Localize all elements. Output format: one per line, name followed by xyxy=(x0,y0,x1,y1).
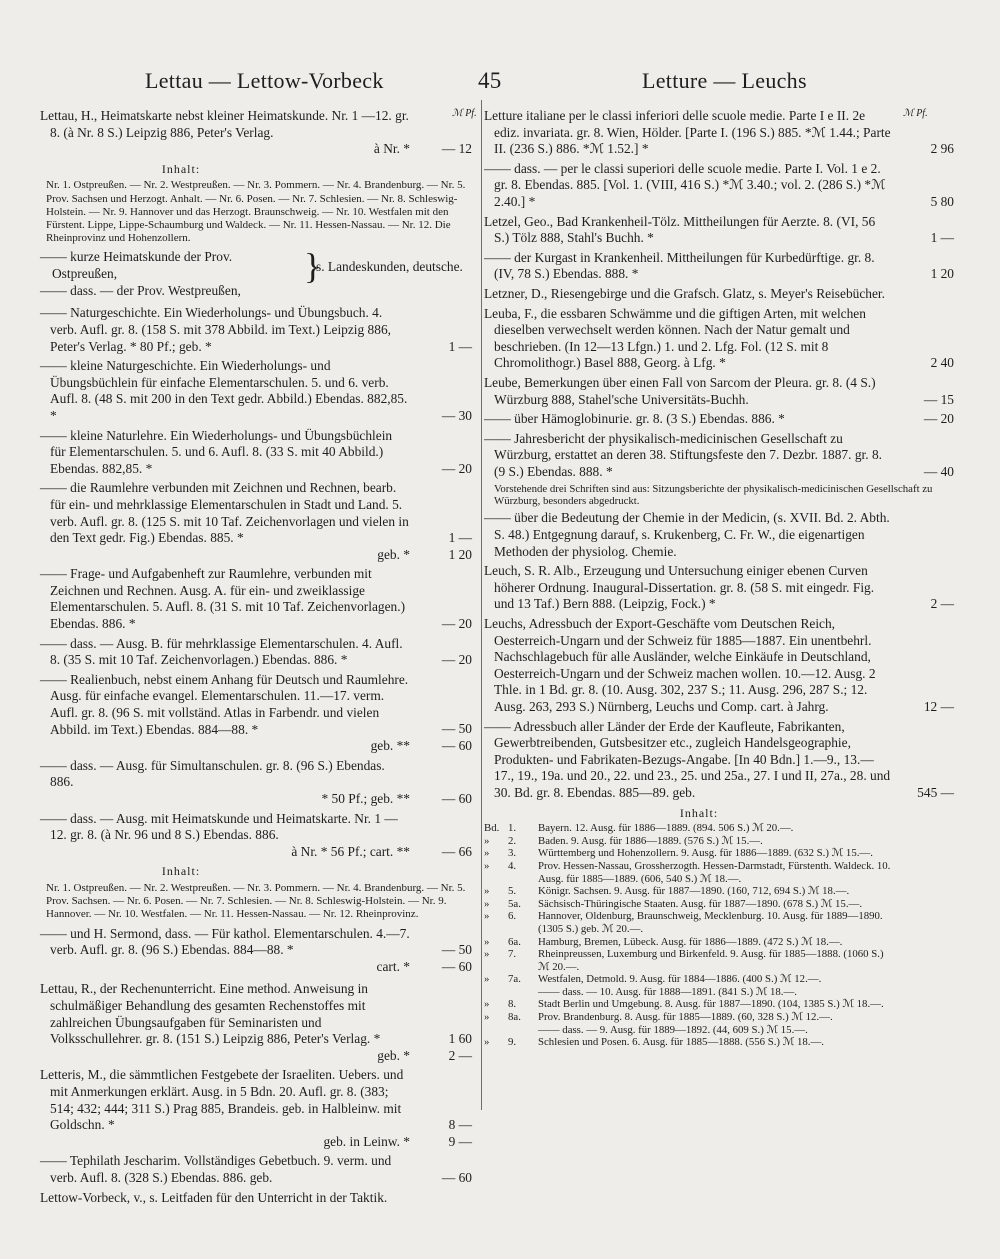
entry-naturgeschichte xyxy=(40,305,472,355)
volume-marker: » xyxy=(484,897,490,910)
entry-letzel-kurgast xyxy=(484,250,954,283)
contents-row xyxy=(484,898,954,911)
entry-price: — 60 xyxy=(441,738,472,754)
contents-row xyxy=(484,973,954,986)
entry-text: Letteris, M., die sämmtlichen Festgebete der Israeliten. Uebers. und mit Anmerkungen erklärt. Ausg. in 5 Bdn. 20. Aufl. gr. 8. (383; 514; 432; 444; 311 S.) Prag 885, Brandeis. geb. in Halbleinw. mit Goldschn. * xyxy=(40,1067,404,1133)
volume-marker: » xyxy=(484,973,490,986)
volume-number: 1. xyxy=(508,822,517,835)
contents-list: Nr. 1. Ostpreußen. — Nr. 2. Westpreußen. — Nr. 3. Pommern. — Nr. 4. Brandenburg. — Nr. 5. Prov. Sachsen. — Nr. 6. Posen. — Nr. 7. Schlesien. — Nr. 8. Schleswig-Holstein. — Nr. 9. Hannover. — Nr. 10. Westfalen. — Nr. 11. Hessen-Nassau. — Nr. 12. Rheinprovinz. xyxy=(46,881,466,921)
volume-description: Westfalen, Detmold. 9. Ausg. für 1884—1886. (400 S.) ℳ 12.—. xyxy=(538,973,822,986)
entry-text: —— und H. Sermond, dass. — Für kathol. Elementarschulen. 4.—7. verb. Aufl. gr. 8. (96 S.) Ebendas. 884—88. * xyxy=(40,925,410,958)
entry-rechenunterricht xyxy=(40,981,472,1064)
entry-leuch xyxy=(484,563,954,613)
entry-note: Vorstehende drei Schriften sind aus: Sitzungsberichte der physikalisch-medicinischen Gesellschaft zu Würzburg, besonders abgedruckt. xyxy=(494,483,933,508)
entry-text: Lettow-Vorbeck, v., s. Leitfaden für den Unterricht in der Taktik. xyxy=(40,1189,388,1205)
entry-price: 2 40 xyxy=(930,355,954,371)
volume-number xyxy=(508,1024,538,1037)
entry-leube-sarcom xyxy=(484,375,954,408)
volume-number: 6. xyxy=(508,910,517,923)
entry-lettau-heimatskarte xyxy=(40,108,472,158)
entry-price: — 20 xyxy=(441,652,472,668)
entry-frage-aufgabenheft xyxy=(40,566,472,632)
volume-description: Baden. 9. Ausg. für 1886—1889. (576 S.) ℳ 15.—. xyxy=(538,834,763,847)
volume-number xyxy=(508,986,538,999)
contents-row xyxy=(484,936,954,949)
contents-row xyxy=(484,822,954,835)
contents-table xyxy=(484,822,954,1049)
entry-binding: cart. * xyxy=(376,958,410,974)
cross-reference: s. Landeskunden, deutsche. xyxy=(316,259,463,275)
entry-text: Lettau, H., Heimatskarte nebst kleiner Heimatskunde. Nr. 1 —12. gr. 8. (à Nr. 8 S.) Leipzig 886, Peter's Verlag. xyxy=(40,108,409,140)
entry-text: Letture italiane per le classi inferiori delle scuole medie. Parte I e II. 2e ediz. invariata. gr. 8. Wien, Hölder. [Parte I. (196 S.) 885. *ℳ 1.44.; Parte II. (236 S.) 886. *ℳ 1.52.] * xyxy=(484,108,891,157)
entry-binding: geb. * xyxy=(377,1047,410,1063)
contents-row xyxy=(484,998,954,1011)
entry-price: — 60 xyxy=(441,791,472,807)
contents-row xyxy=(484,885,954,898)
entry-text: —— dass. — Ausg. für Simultanschulen. gr. 8. (96 S.) Ebendas. 886. xyxy=(40,757,385,790)
contents-row xyxy=(484,1036,954,1049)
contents-heading: Inhalt: xyxy=(679,805,719,820)
entry-price: 1 20 xyxy=(448,546,472,562)
price-unit-right: ℳ Pf. xyxy=(903,108,928,119)
entry-heimatskunde-group xyxy=(40,246,472,301)
volume-marker: » xyxy=(484,847,490,860)
entry-price: — 20 xyxy=(923,411,954,427)
entry-realienbuch xyxy=(40,672,472,755)
volume-marker: » xyxy=(484,935,490,948)
entry-letzner xyxy=(484,286,954,303)
entry-price: — 50 xyxy=(441,941,472,957)
volume-description: Stadt Berlin und Umgebung. 8. Ausg. für 1887—1890. (104, 1385 S.) ℳ 18.—. xyxy=(538,998,884,1011)
entry-heimatskarte-ausg xyxy=(40,811,472,861)
column-divider xyxy=(481,100,482,1110)
entry-price: 1 20 xyxy=(930,266,954,282)
volume-marker: » xyxy=(484,998,490,1011)
entry-text: Letzner, D., Riesengebirge und die Grafsch. Glatz, s. Meyer's Reisebücher. xyxy=(484,285,885,301)
volume-number: 7a. xyxy=(508,973,521,986)
entry-text: —— dass. — Ausg. B. für mehrklassige Elementarschulen. 4. Aufl. 8. (35 S. mit 10 Taf. Zeichenvorlagen.) Ebendas. 886. * xyxy=(40,635,403,668)
contents-row xyxy=(484,948,954,973)
contents-row xyxy=(484,1024,954,1037)
entry-price: 1 — xyxy=(448,529,472,545)
entry-price: 12 — xyxy=(923,699,954,714)
entry-letteris xyxy=(40,1067,472,1150)
entry-text: —— Frage- und Aufgabenheft zur Raumlehre, verbunden mit Zeichnen und Rechnen. Ausg. A. für ein- und zweiklassige Elementarschulen. 5. Aufl. 8. (31 S. mit 10 Taf. Zeichenvorlagen.) Ebendas. 886. * xyxy=(40,566,406,632)
volume-description: Schlesien und Posen. 6. Ausg. für 1885—1888. (556 S.) ℳ 18.—. xyxy=(538,1036,824,1049)
volume-number: 3. xyxy=(508,847,517,860)
volume-marker: » xyxy=(484,1011,490,1024)
entry-text: —— kleine Naturgeschichte. Ein Wiederholungs- und Übungsbüchlein für einfache Elementarschulen. 5. und 6. verb. Aufl. 8. (48 S. mit 200 in den Text gedr. Abbild.) Ebendas. 882,85. * xyxy=(40,358,408,423)
volume-description: Sächsisch-Thüringische Staaten. Ausg. für 1887—1890. (678 S.) ℳ 15.—. xyxy=(538,897,863,910)
entry-text: —— kleine Naturlehre. Ein Wiederholungs- und Übungsbüchlein für Elementarschulen. 5. und 6. Aufl. 8. (33 S. mit 40 Abbild.) Ebendas. 882,85. * xyxy=(40,427,393,476)
volume-marker: » xyxy=(484,834,490,847)
volume-description: —— dass. — 9. Ausg. für 1889—1892. (44, 609 S.) ℳ 15.—. xyxy=(538,1023,808,1036)
entry-text: —— über Hämoglobinurie. gr. 8. (3 S.) Ebendas. 886. * xyxy=(484,411,785,427)
entry-binding: geb. in Leinw. * xyxy=(323,1133,410,1149)
entry-text: Leuch, S. R. Alb., Erzeugung und Untersuchung einiger ebenen Curven höherer Ordnung. Inaugural-Dissertation. gr. 8. (58 S. mit eingedr. Fig. und 13 Taf.) Bern 888. (Leipzig, Fock.) * xyxy=(484,563,875,612)
entry-text: —— der Kurgast in Krankenheil. Mittheilungen für Kurbedürftige. gr. 8. (IV, 78 S.) Ebendas. 888. * xyxy=(484,249,875,282)
price-unit-left: ℳ Pf. xyxy=(452,108,477,119)
entry-price-label: à Nr. * xyxy=(373,141,410,157)
contents-row xyxy=(484,910,954,935)
entry-price: — 50 xyxy=(441,721,472,737)
entry-ausg-b xyxy=(40,636,472,669)
entry-price: 545 — xyxy=(917,784,954,800)
entry-price: 5 80 xyxy=(930,193,954,209)
volume-marker: » xyxy=(484,885,490,898)
entry-text: —— Realienbuch, nebst einem Anhang für Deutsch und Raumlehre. Ausg. für einfache evangel. Elementarschulen. 11.—17. verm. Aufl. gr. 8. (96 S. mit vollständ. Atlas in Farbendr. und vielen Abbild. im Text.) Ebendas. 884—88. * xyxy=(40,671,409,737)
entry-text: —— Naturgeschichte. Ein Wiederholungs- und Übungsbuch. 4. verb. Aufl. gr. 8. (158 S. mit 378 Abbild. im Text.) Leipzig 886, Peter's Verlag. * 80 Pf.; geb. * xyxy=(40,305,391,354)
entry-price: 8 — xyxy=(448,1116,472,1132)
entry-price: 2 — xyxy=(930,596,954,612)
entry-lettow-vorbeck xyxy=(40,1190,472,1207)
entry-kleine-naturlehre xyxy=(40,428,472,478)
entry-price: — 66 xyxy=(441,843,472,859)
right-column xyxy=(484,108,954,1049)
volume-description: Bayern. 12. Ausg. für 1886—1889. (894. 506 S.) ℳ 20.—. xyxy=(538,822,794,835)
entry-price: 9 — xyxy=(448,1133,472,1149)
volume-marker: » xyxy=(484,1036,490,1049)
volume-description: —— dass. — 10. Ausg. für 1888—1891. (841 S.) ℳ 18.—. xyxy=(538,985,797,998)
entry-text: —— die Raumlehre verbunden mit Zeichnen und Rechnen, bearb. für ein- und mehrklassige Elementarschulen in Stadt und Land. 5. verb. Aufl. gr. 8. (125 S. mit 10 Taf. Zeichenvorlagen und vielen in den Text gedr. Fig.) Ebendas. 885. * xyxy=(40,480,409,546)
volume-number: 6a. xyxy=(508,935,521,948)
entry-text: —— dass. — per le classi superiori delle scuole medie. Parte I. Vol. 1 e 2. gr. 8. Ebendas. 885. [Vol. 1. (VIII, 416 S.) *ℳ 3.40.; vol. 2. (286 S.) *ℳ 2.40.] * xyxy=(484,160,886,209)
entry-sermond xyxy=(40,926,472,976)
entry-price: 1 60 xyxy=(448,1030,472,1046)
entry-price-label: à Nr. * 56 Pf.; cart. ** xyxy=(291,843,410,859)
contents-row xyxy=(484,986,954,999)
entry-text: Leube, Bemerkungen über einen Fall von Sarcom der Pleura. gr. 8. (4 S.) Würzburg 888, Stahel'sche Universitäts-Buchh. xyxy=(484,374,876,407)
left-column xyxy=(40,108,472,1209)
contents-row xyxy=(484,835,954,848)
curly-brace-icon: } xyxy=(304,246,322,287)
volume-marker: » xyxy=(484,948,490,961)
entry-text: Leuba, F., die essbaren Schwämme und die giftigen Arten, mit welchen dieselben verwechselt werden können. Nach der Natur gemalt und beschrieben. (In 12—13 Lfgn.) 1. und 2. Lfg. Fol. (12 S. mit 8 Chromolithogr.) Basel 888, Georg. à Lfg. * xyxy=(484,305,866,371)
entry-line: —— kurze Heimatskunde der Prov. xyxy=(40,249,233,265)
contents-heading: Inhalt: xyxy=(161,864,201,879)
entry-line: —— dass. — der Prov. Westpreußen, xyxy=(40,282,241,298)
volume-number: 8. xyxy=(508,998,517,1011)
entry-price: — 60 xyxy=(441,958,472,974)
volume-description: Prov. Hessen-Nassau, Grossherzogth. Hessen-Darmstadt, Fürstenth. Waldeck. 10. Ausg. für 1885—1889. (606, 540 S.) ℳ 18.—. xyxy=(538,859,891,885)
entry-price: 2 96 xyxy=(930,141,954,157)
entry-price: 2 — xyxy=(448,1047,472,1063)
entry-price: — 30 xyxy=(441,407,472,423)
entry-line: Ostpreußen, xyxy=(52,265,118,281)
volume-number: 8a. xyxy=(508,1011,521,1024)
volume-description: Prov. Brandenburg. 8. Ausg. für 1885—1889. (60, 328 S.) ℳ 12.—. xyxy=(538,1011,833,1024)
entry-kleine-naturgeschichte xyxy=(40,358,472,424)
entry-letzel-toelz xyxy=(484,214,954,247)
volume-description: Hamburg, Bremen, Lübeck. Ausg. für 1886—1889. (472 S.) ℳ 18.—. xyxy=(538,935,843,948)
entry-leuchs-export xyxy=(484,616,954,716)
page-number: 45 xyxy=(478,68,502,93)
entry-text: Leuchs, Adressbuch der Export-Geschäfte vom Deutschen Reich, Oesterreich-Ungarn und der Schweiz für 1885—1887. Ein unentbehrl. Nachschlagebuch für alle Ausländer, welche Einkäufe in Deutschland, Oesterreich-Ungarn und der Schweiz machen wollen. 10.—12. Ausg. 2 Thle. in 1 Bd. gr. 8. (10. Ausg. 302, 237 S.; 11. Ausg. 296, 287 S.; 12. Ausg. 263, 293 S.) Nürnberg, Leuchs und Comp. cart. à Jahrg. xyxy=(484,616,876,714)
volume-marker xyxy=(484,986,508,999)
entry-price: 1 — xyxy=(930,230,954,246)
entry-letture-superiori xyxy=(484,161,954,211)
entry-text: —— Tephilath Jescharim. Vollständiges Gebetbuch. 9. verm. und verb. Aufl. 8. (328 S.) Ebendas. 886. geb. xyxy=(40,1153,392,1185)
entry-tephilath xyxy=(40,1153,472,1186)
entry-binding: geb. * xyxy=(377,546,410,562)
volume-marker: » xyxy=(484,910,490,923)
entry-leube-chemie xyxy=(484,510,954,560)
entry-text: —— dass. — Ausg. mit Heimatskunde und Heimatskarte. Nr. 1 —12. gr. 8. (à Nr. 96 und 8 S.) Ebendas. 886. xyxy=(40,810,398,843)
contents-row xyxy=(484,847,954,860)
contents-row xyxy=(484,860,954,885)
volume-number: 2. xyxy=(508,834,517,847)
header-right-title: Letture — Leuchs xyxy=(642,68,807,93)
entry-price-label: * 50 Pf.; geb. ** xyxy=(321,791,410,807)
entry-price: — 40 xyxy=(923,463,954,479)
entry-letture-inferiori xyxy=(484,108,954,158)
volume-number: 5. xyxy=(508,885,517,898)
contents-list: Nr. 1. Ostpreußen. — Nr. 2. Westpreußen. — Nr. 3. Pommern. — Nr. 4. Brandenburg. — Nr. 5. Prov. Sachsen und Herzogt. Anhalt. — Nr. 6. Posen. — Nr. 7. Schlesien. — Nr. 8. Schleswig-Holstein. — Nr. 9. Hannover und das Herzogt. Braunschweig. — Nr. 10. Westfalen mit den Fürstent. Lippe, Lippe-Schaumburg und Waldeck. — Nr. 11. Hessen-Nassau. — Nr. 12. Die Rheinprovinz und Hohenzollern. xyxy=(46,179,466,245)
entry-text: Lettau, R., der Rechenunterricht. Eine method. Anweisung in schulmäßiger Behandlung des gesamten Rechenstoffes mit zahlreichen Übungsaufgaben für Seminaristen und Volksschullehrer. gr. 8. (151 S.) Leipzig 886, Peter's Verlag. * xyxy=(40,981,381,1047)
contents-row xyxy=(484,1011,954,1024)
volume-number: 4. xyxy=(508,859,517,872)
entry-price: — 20 xyxy=(441,460,472,476)
entry-text: Letzel, Geo., Bad Krankenheil-Tölz. Mittheilungen für Aerzte. 8. (VI, 56 S.) Tölz 888, Stahl's Buchh. * xyxy=(484,213,876,246)
entry-price: — 15 xyxy=(923,391,954,407)
volume-description: Königr. Sachsen. 9. Ausg. für 1887—1890. (160, 712, 694 S.) ℳ 18.—. xyxy=(538,885,850,898)
entry-leube-jahresbericht xyxy=(484,431,954,481)
volume-marker xyxy=(484,1024,508,1037)
entry-text: —— Adressbuch aller Länder der Erde der Kaufleute, Fabrikanten, Gewerbtreibenden, Gutsbesitzer etc., zugleich Handelsgeographie, Produkten- und Fabrikaten-Bezugs-Angabe. [In 40 Bdn.] 1.—9., 13.—17., 19., 19a. und 20., 22. und 23., 25. und 25a., 27. I und II, 27a., 28. und 30. Bd. gr. 8. Ebendas. 885—89. geb. xyxy=(484,718,891,800)
volume-number: 7. xyxy=(508,948,517,961)
entry-simultanschulen xyxy=(40,758,472,808)
entry-raumlehre xyxy=(40,480,472,563)
volume-marker: » xyxy=(484,859,490,872)
volume-description: Württemberg und Hohenzollern. 9. Ausg. für 1886—1889. (632 S.) ℳ 15.—. xyxy=(538,847,873,860)
volume-marker: Bd. xyxy=(484,822,500,835)
entry-leuchs-adressbuch xyxy=(484,719,954,802)
volume-number: 5a. xyxy=(508,897,521,910)
entry-leuba xyxy=(484,306,954,372)
entry-price: — 20 xyxy=(441,616,472,632)
entry-leube-haemoglobinurie xyxy=(484,411,954,428)
volume-number: 9. xyxy=(508,1036,517,1049)
entry-binding: geb. ** xyxy=(370,738,410,754)
header-left-title: Lettau — Lettow-Vorbeck xyxy=(145,68,384,93)
entry-price: 1 — xyxy=(448,338,472,354)
entry-price: — 12 xyxy=(441,141,472,157)
volume-description: Rheinpreussen, Luxemburg und Birkenfeld. 9. Ausg. für 1885—1888. (1060 S.) ℳ 20.—. xyxy=(538,948,884,973)
volume-description: Hannover, Oldenburg, Braunschweig, Mecklenburg. 10. Ausg. für 1889—1890. (1305 S.) geb. ℳ 20.—. xyxy=(538,910,883,935)
entry-text: —— Jahresbericht der physikalisch-medicinischen Gesellschaft zu Würzburg, erstattet an deren 38. Stiftungsfeste den 7. Dezbr. 1887. gr. 8. (9 S.) Ebendas. 888. * xyxy=(484,430,882,479)
entry-text: —— über die Bedeutung der Chemie in der Medicin, (s. XVII. Bd. 2. Abth. S. 48.) Entgegnung darauf, s. Krukenberg, C. Fr. W., die eigenartigen Methoden der physiolog. Chemie. xyxy=(484,510,890,559)
contents-heading: Inhalt: xyxy=(161,161,201,176)
entry-price: — 60 xyxy=(441,1169,472,1185)
